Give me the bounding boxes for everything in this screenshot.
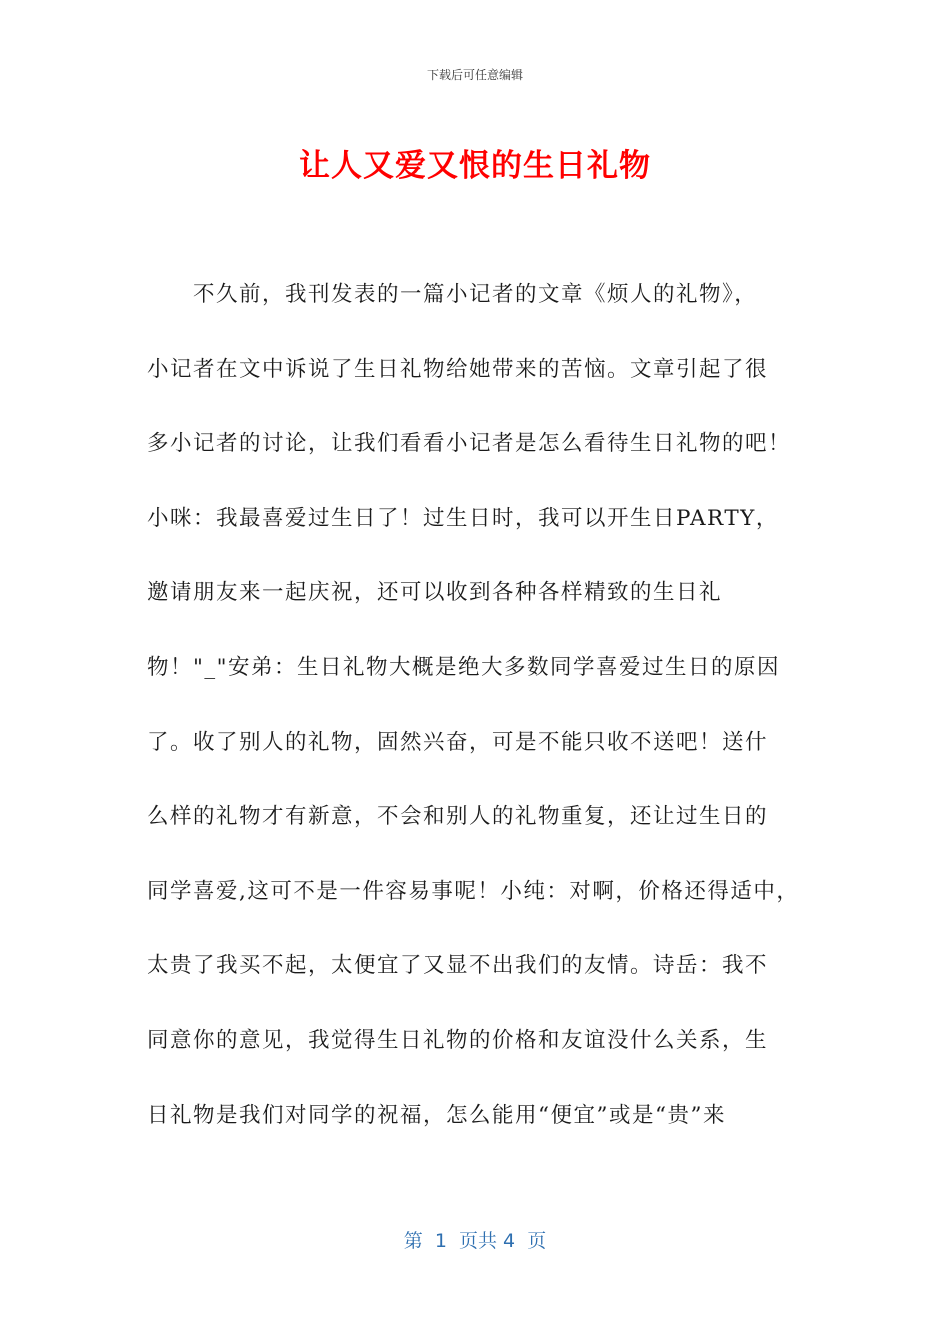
body-line: 邀请朋友来一起庆祝，还可以收到各种各样精致的生日礼 <box>147 580 723 606</box>
body-line: 物！"_"安弟：生日礼物大概是绝大多数同学喜爱过生日的原因 <box>147 654 781 680</box>
page-header-note: 下载后可任意编辑 <box>426 68 523 82</box>
body-line: 么样的礼物才有新意，不会和别人的礼物重复，还让过生日的 <box>147 804 769 830</box>
body-line: 同意你的意见，我觉得生日礼物的价格和友谊没什么关系，生 <box>147 1027 769 1053</box>
body-line: 同学喜爱,这可不是一件容易事呢！小纯：对啊，价格还得适中， <box>147 878 800 904</box>
body-line: 日礼物是我们对同学的祝福，怎么能用“便宜”或是“贵”来 <box>147 1102 726 1128</box>
document-title: 让人又爱又恨的生日礼物 <box>299 148 651 184</box>
body-line: 多小记者的讨论，让我们看看小记者是怎么看待生日礼物的吧！ <box>147 431 792 457</box>
body-line: 太贵了我买不起，太便宜了又显不出我们的友情。诗岳：我不 <box>147 953 769 979</box>
body-line: 小咪：我最喜爱过生日了！过生日时，我可以开生日PARTY， <box>147 505 779 531</box>
body-line: 小记者在文中诉说了生日礼物给她带来的苦恼。文章引起了很 <box>147 356 769 382</box>
body-line: 不久前，我刊发表的一篇小记者的文章《烦人的礼物》， <box>193 282 758 307</box>
document-body <box>147 258 827 1153</box>
page-number-footer: 第 1 页共 4 页 <box>403 1230 547 1252</box>
body-line: 了。收了别人的礼物，固然兴奋，可是不能只收不送吧！送什 <box>147 729 769 755</box>
